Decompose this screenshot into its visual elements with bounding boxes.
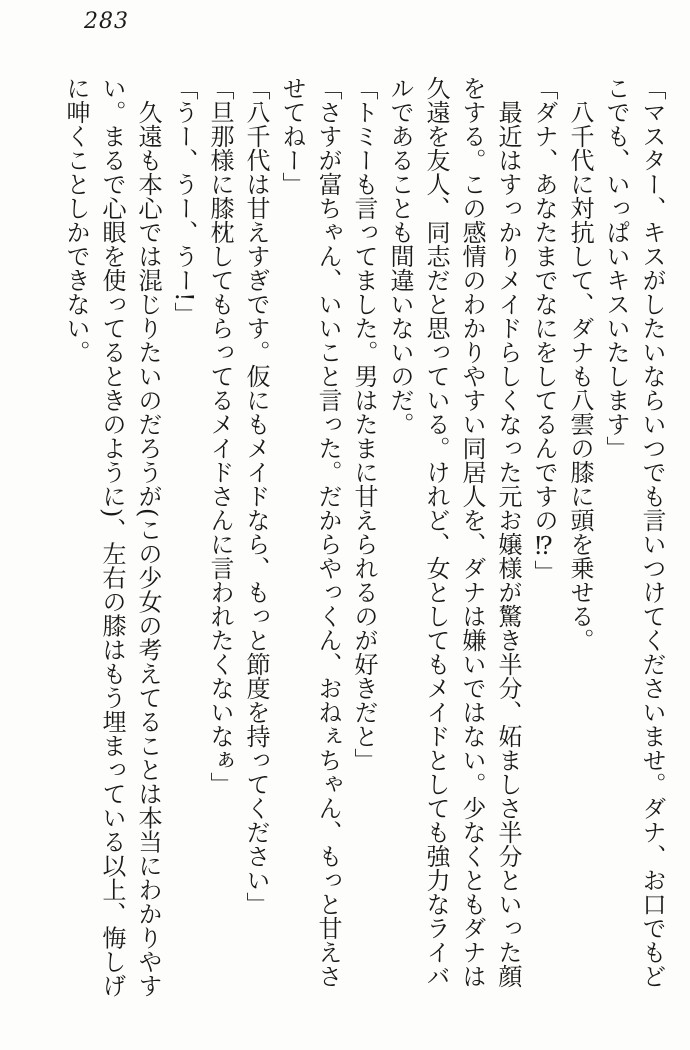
dialogue-line: 「ダナ、あなたまでなにをしてるんですの⁉」 (530, 76, 558, 584)
novel-text-block (48, 76, 670, 1000)
narration-line: 八千代に対抗して、ダナも八雲の膝に頭を乗せる。 (566, 100, 594, 652)
dialogue-line: 「トミーも言ってました。男はたまに甘えられるのが好きだと」 (350, 76, 378, 772)
narration-line: 久遠も本心では混じりたいのだろうが(この少女の考えてることは本当にわかりやすい。まるで心眼を使ってるときのように)、左右の膝はもう埋まっている以上、悔しげに呻くことしかできない。 (62, 76, 162, 998)
dialogue-line: 「八千代は甘えすぎです。仮にもメイドなら、もっと節度を持ってください」 (242, 76, 270, 916)
dialogue-line: 「うー、うー、うー!」 (170, 76, 198, 326)
dialogue-line: 「さすが富ちゃん、いいこと言った。だからやっくん、おねぇちゃん、もっと甘えさせてねー」 (278, 76, 342, 988)
dialogue-line: 「旦那様に膝枕してもらってるメイドさんに言われたくないなぁ」 (206, 76, 234, 796)
dialogue-line: 「マスター、キスがしたいならいつでも言いつけてくださいませ。ダナ、お口でもどこでも、いっぱいキスいたします」 (602, 76, 666, 988)
page-number: 283 (84, 9, 129, 34)
narration-line: 最近はすっかりメイドらしくなった元お嬢様が驚き半分、妬ましさ半分といった顔をする。この感情のわかりやすい同居人を、ダナは嫌いではない。少なくともダナは久遠を友人、同志だと思っている。けれど、女としてもメイドとしても強力なライバルであることも間違いないのだ。 (386, 76, 522, 988)
